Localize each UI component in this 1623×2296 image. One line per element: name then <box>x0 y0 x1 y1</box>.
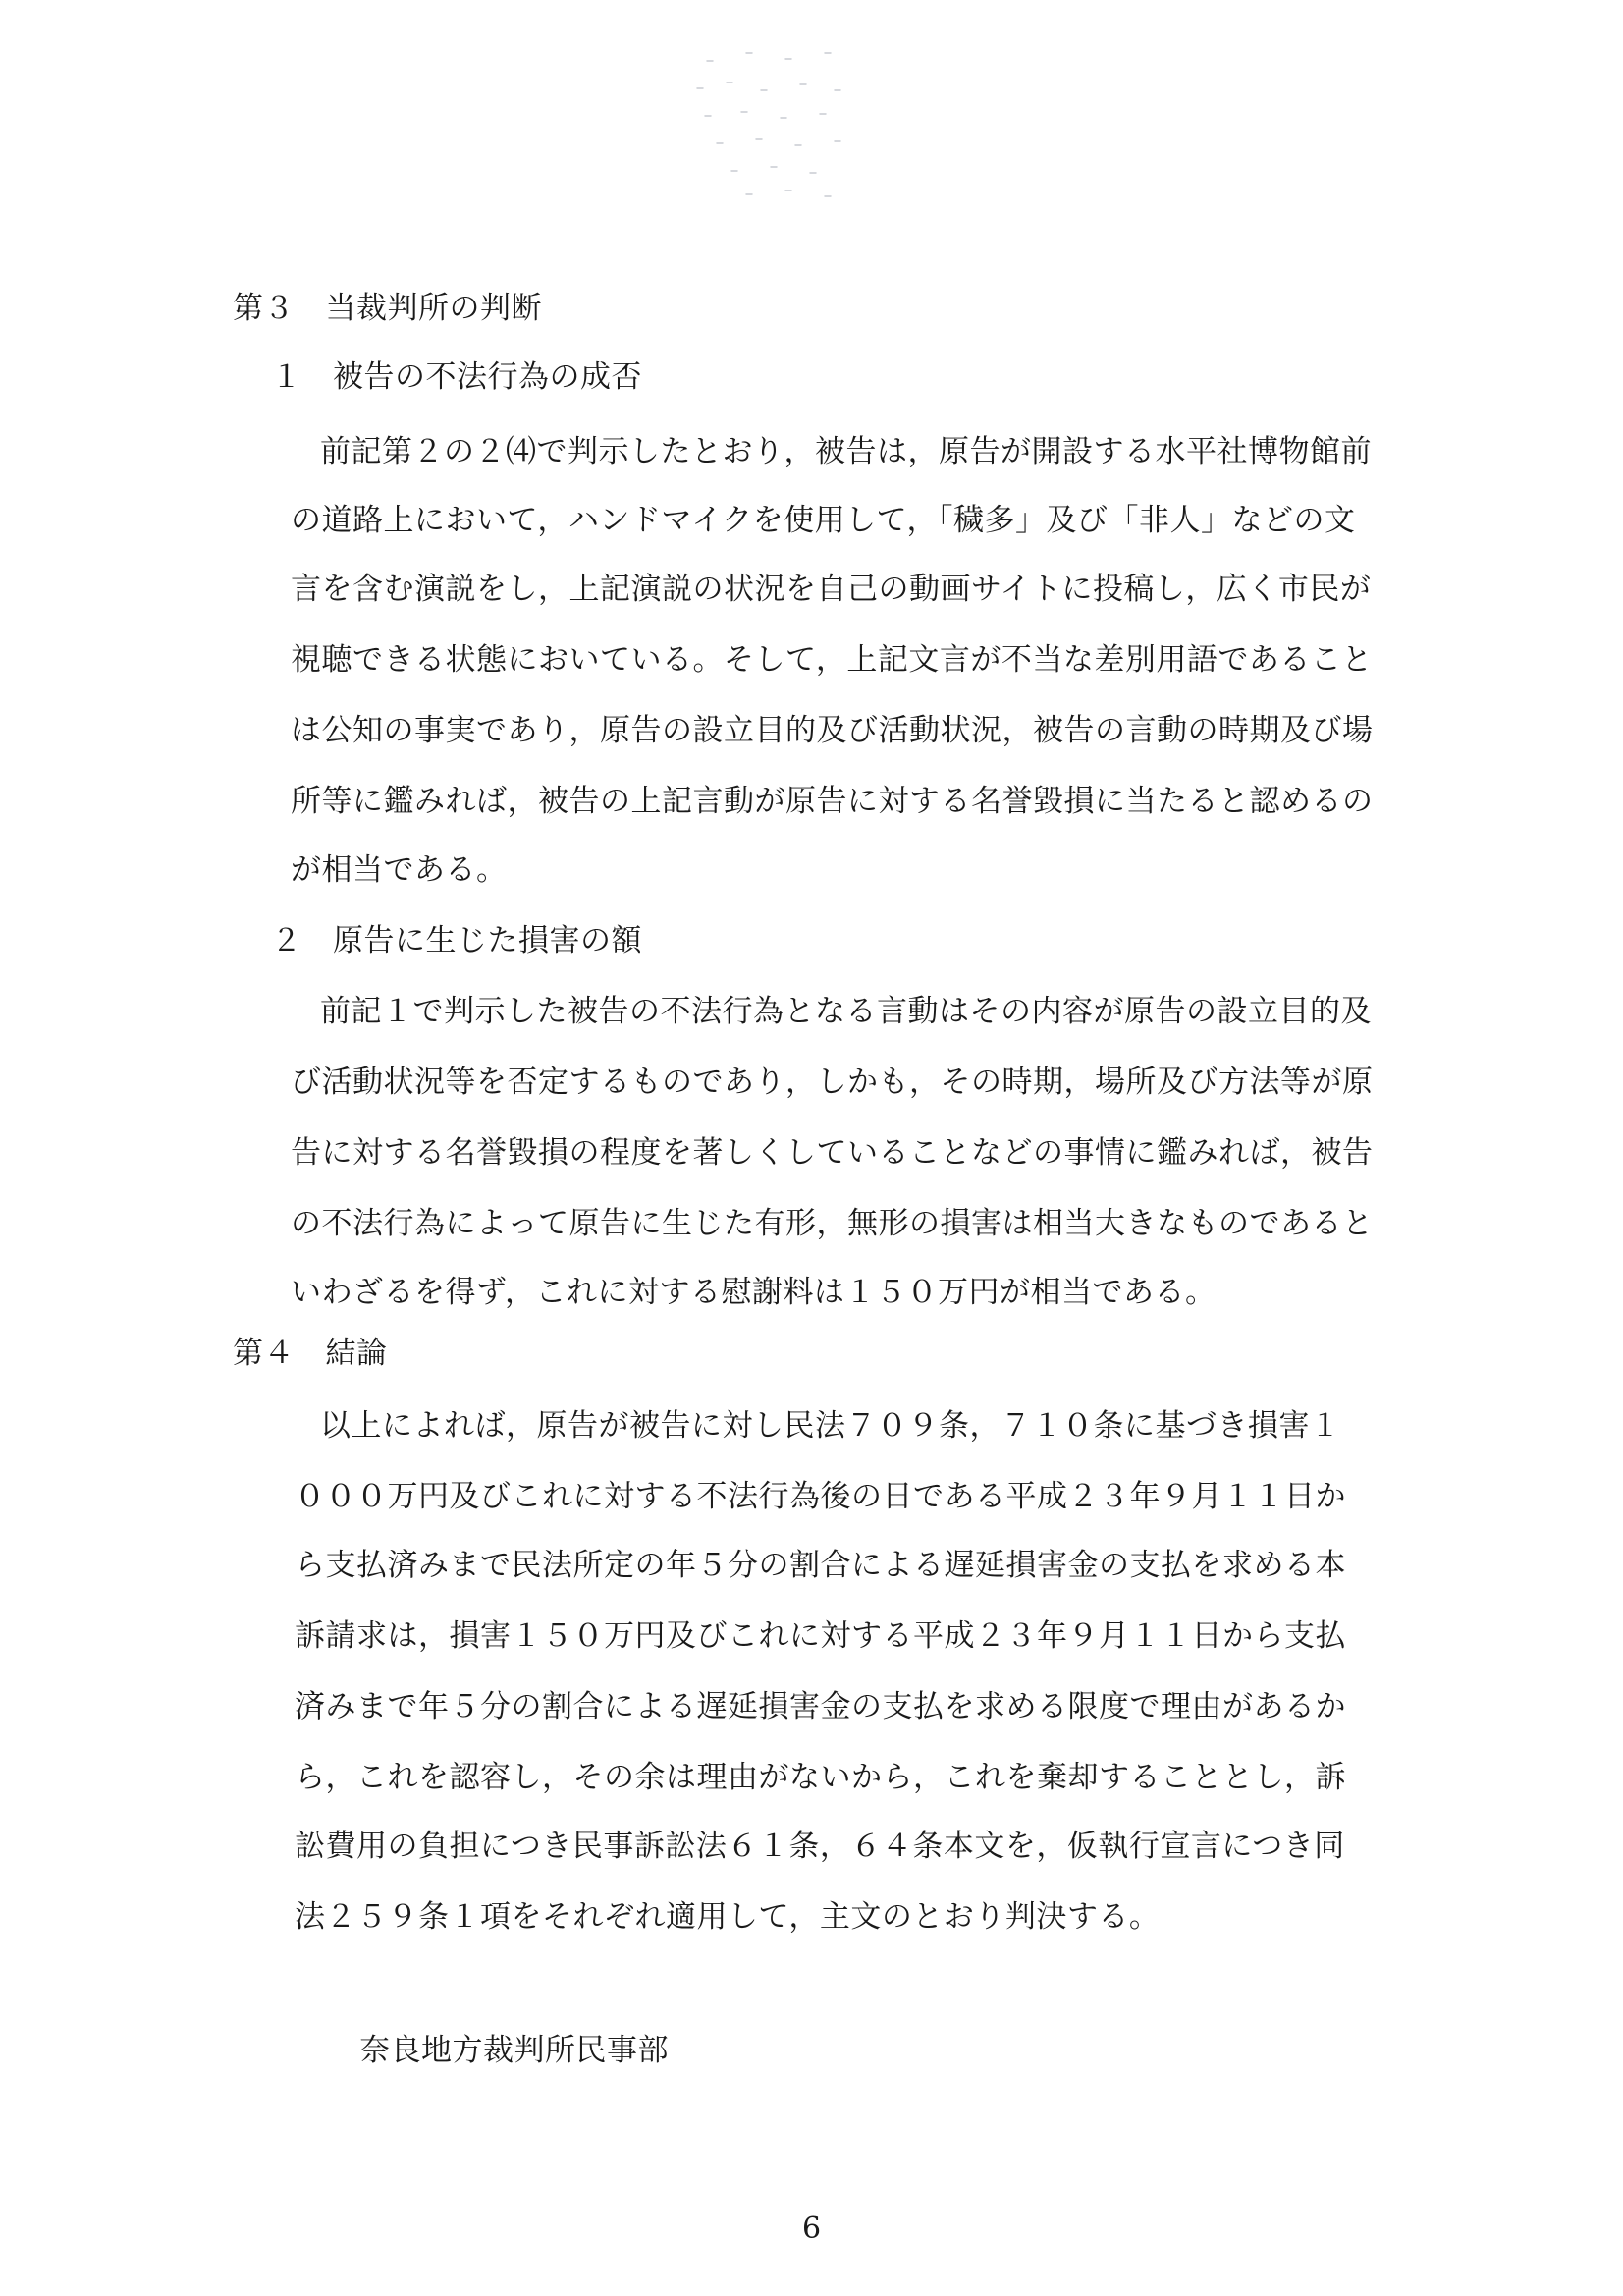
paragraph-line: 視聴できる状態においている。そして，上記文言が不当な差別用語であること <box>291 642 1373 678</box>
paragraph-line: の不法行為によって原告に生じた有形，無形の損害は相当大きなものであると <box>291 1206 1374 1241</box>
subsection-2-heading: ２ 原告に生じた損害の額 <box>271 923 642 958</box>
paragraph-line: 告に対する名誉毀損の程度を著しくしていることなどの事情に鑑みれば，被告 <box>291 1135 1374 1171</box>
section-3-heading: 第３ 当裁判所の判断 <box>233 291 542 326</box>
subsection-1-heading: １ 被告の不法行為の成否 <box>271 359 642 395</box>
paragraph-line: 訴請求は，損害１５０万円及びこれに対する平成２３年９月１１日から支払 <box>295 1618 1346 1654</box>
paragraph-line: いわざるを得ず，これに対する慰謝料は１５０万円が相当である。 <box>291 1275 1217 1310</box>
paragraph-line: ０００万円及びこれに対する不法行為後の日である平成２３年９月１１日か <box>295 1479 1346 1514</box>
paragraph-line: 言を含む演説をし，上記演説の状況を自己の動画サイトに投稿し，広く市民が <box>291 572 1372 607</box>
paragraph-line: が相当である。 <box>291 852 508 888</box>
paragraph-line: 前記第２の２⑷で判示したとおり，被告は，原告が開設する水平社博物館前 <box>320 434 1372 469</box>
paragraph-line: ら支払済みまで民法所定の年５分の割合による遅延損害金の支払を求める本 <box>295 1548 1346 1583</box>
paragraph-line: 訟費用の負担につき民事訴訟法６１条，６４条本文を，仮執行宣言につき同 <box>295 1829 1345 1864</box>
paragraph-line: 前記１で判示した被告の不法行為となる言動はその内容が原告の設立目的及 <box>320 994 1372 1029</box>
paragraph-line: び活動状況等を否定するものであり，しかも，その時期，場所及び方法等が原 <box>291 1065 1374 1100</box>
paragraph-line: 以上によれば，原告が被告に対し民法７０９条，７１０条に基づき損害１ <box>320 1408 1341 1444</box>
court-name: 奈良地方裁判所民事部 <box>359 2033 669 2068</box>
perforation-marks <box>687 39 864 206</box>
paragraph-line: 所等に鑑みれば，被告の上記言動が原告に対する名誉毀損に当たると認めるの <box>291 784 1374 819</box>
paragraph-line: 済みまで年５分の割合による遅延損害金の支払を求める限度で理由があるか <box>295 1689 1346 1724</box>
paragraph-line: ら，これを認容し，その余は理由がないから，これを棄却することとし，訴 <box>295 1760 1346 1795</box>
section-4-heading: 第４ 結論 <box>233 1336 388 1371</box>
paragraph-line: は公知の事実であり，原告の設立目的及び活動状況，被告の言動の時期及び場 <box>291 713 1374 748</box>
page-number: 6 <box>801 2212 822 2246</box>
paragraph-line: 法２５９条１項をそれぞれ適用して，主文のとおり判決する。 <box>295 1899 1161 1935</box>
paragraph-line: の道路上において，ハンドマイクを使用して，「穢多」及び「非人」などの文 <box>291 503 1356 538</box>
